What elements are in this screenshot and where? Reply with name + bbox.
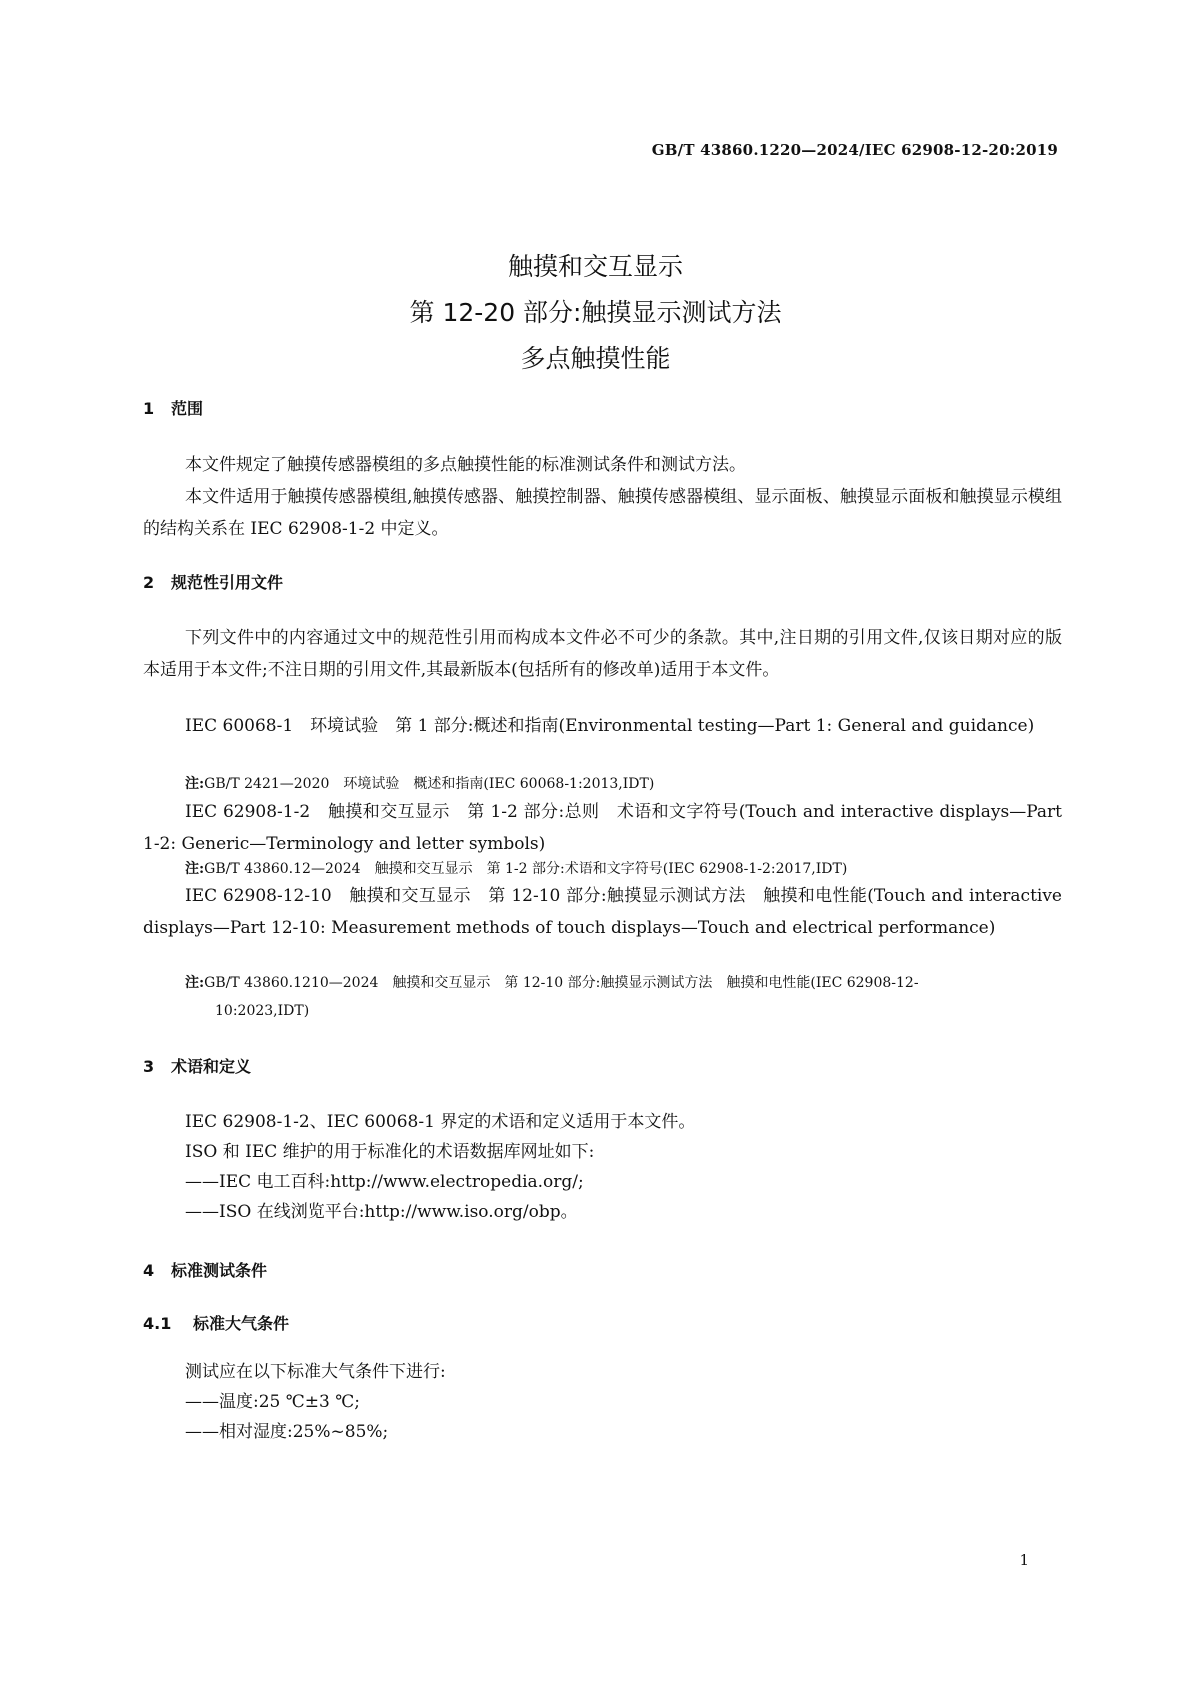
normative-references-intro: 下列文件中的内容通过文中的规范性引用而构成本文件必不可少的条款。其中,注日期的引用文件,仅该日期对应的版本适用于本文件;不注日期的引用文件,其最新版本(包括所有的修改单)适用于本文件。 bbox=[143, 628, 1062, 680]
section-title: 标准测试条件 bbox=[171, 1261, 268, 1280]
title-line-1: 触摸和交互显示 bbox=[507, 252, 683, 281]
subsection-number: 4.1 bbox=[143, 1314, 172, 1333]
reference-note bbox=[185, 770, 1062, 798]
section-number: 2 bbox=[143, 573, 155, 592]
section-4-heading bbox=[143, 1258, 267, 1281]
terms-line: IEC 62908-1-2、IEC 60068-1 界定的术语和定义适用于本文件。 bbox=[185, 1112, 696, 1132]
section-title: 术语和定义 bbox=[171, 1057, 252, 1076]
reference-note bbox=[185, 969, 1062, 1025]
document-title bbox=[0, 244, 1191, 382]
document-header: GB/T 43860.1220—2024/IEC 62908-12-20:2019 bbox=[651, 141, 1058, 159]
note-text: GB/T 43860.1210—2024 触摸和交互显示 第 12-10 部分:触摸显示测试方法 触摸和电性能(IEC 62908-12- bbox=[204, 975, 919, 991]
note-label: 注: bbox=[185, 861, 205, 877]
scope-paragraph-1: 本文件规定了触摸传感器模组的多点触摸性能的标准测试条件和测试方法。 bbox=[185, 455, 746, 475]
note-text-continued: 10:2023,IDT) bbox=[215, 1003, 310, 1019]
page-number: 1 bbox=[1019, 1551, 1029, 1569]
section-title: 规范性引用文件 bbox=[171, 573, 284, 592]
reference-iec-60068-1: IEC 60068-1 环境试验 第 1 部分:概述和指南(Environmental testing—Part 1: General and guidance) bbox=[185, 716, 1035, 736]
section-1-heading bbox=[143, 396, 203, 419]
scope-paragraph-2: 本文件适用于触摸传感器模组,触摸传感器、触摸控制器、触摸传感器模组、显示面板、触摸显示面板和触摸显示模组的结构关系在 IEC 62908-1-2 中定义。 bbox=[143, 487, 1062, 539]
note-label: 注: bbox=[185, 975, 205, 991]
section-number: 1 bbox=[143, 399, 155, 418]
conditions-list-item: ——温度:25 ℃±3 ℃; bbox=[185, 1392, 360, 1412]
section-title: 范围 bbox=[171, 399, 204, 418]
section-number: 3 bbox=[143, 1057, 155, 1076]
reference-iec-62908-12-10: IEC 62908-12-10 触摸和交互显示 第 12-10 部分:触摸显示测试方法 触摸和电性能(Touch and interactive displays—Part 12-10: Measurement methods of touch displays—Touch and electrical performance) bbox=[143, 886, 1062, 938]
reference-note bbox=[185, 855, 1062, 883]
terms-list-item: ——IEC 电工百科:http://www.electropedia.org/; bbox=[185, 1172, 584, 1192]
section-2-heading bbox=[143, 570, 283, 593]
note-label: 注: bbox=[185, 776, 205, 792]
note-text: GB/T 43860.12—2024 触摸和交互显示 第 1-2 部分:术语和文字符号(IEC 62908-1-2:2017,IDT) bbox=[204, 861, 848, 877]
conditions-intro: 测试应在以下标准大气条件下进行: bbox=[185, 1362, 446, 1382]
conditions-list-item: ——相对湿度:25%~85%; bbox=[185, 1422, 389, 1442]
terms-line: ISO 和 IEC 维护的用于标准化的术语数据库网址如下: bbox=[185, 1142, 595, 1162]
title-line-3: 多点触摸性能 bbox=[520, 344, 671, 373]
section-3-heading bbox=[143, 1054, 251, 1077]
terms-list-item: ——ISO 在线浏览平台:http://www.iso.org/obp。 bbox=[185, 1202, 578, 1222]
note-text: GB/T 2421—2020 环境试验 概述和指南(IEC 60068-1:2013,IDT) bbox=[204, 776, 655, 792]
reference-iec-62908-1-2: IEC 62908-1-2 触摸和交互显示 第 1-2 部分:总则 术语和文字符号(Touch and interactive displays—Part 1-2: Generic—Terminology and letter symbols) bbox=[143, 802, 1062, 854]
subsection-4-1-heading bbox=[143, 1311, 289, 1334]
section-number: 4 bbox=[143, 1261, 155, 1280]
subsection-title: 标准大气条件 bbox=[193, 1314, 290, 1333]
title-line-2: 第 12-20 部分:触摸显示测试方法 bbox=[409, 298, 782, 327]
